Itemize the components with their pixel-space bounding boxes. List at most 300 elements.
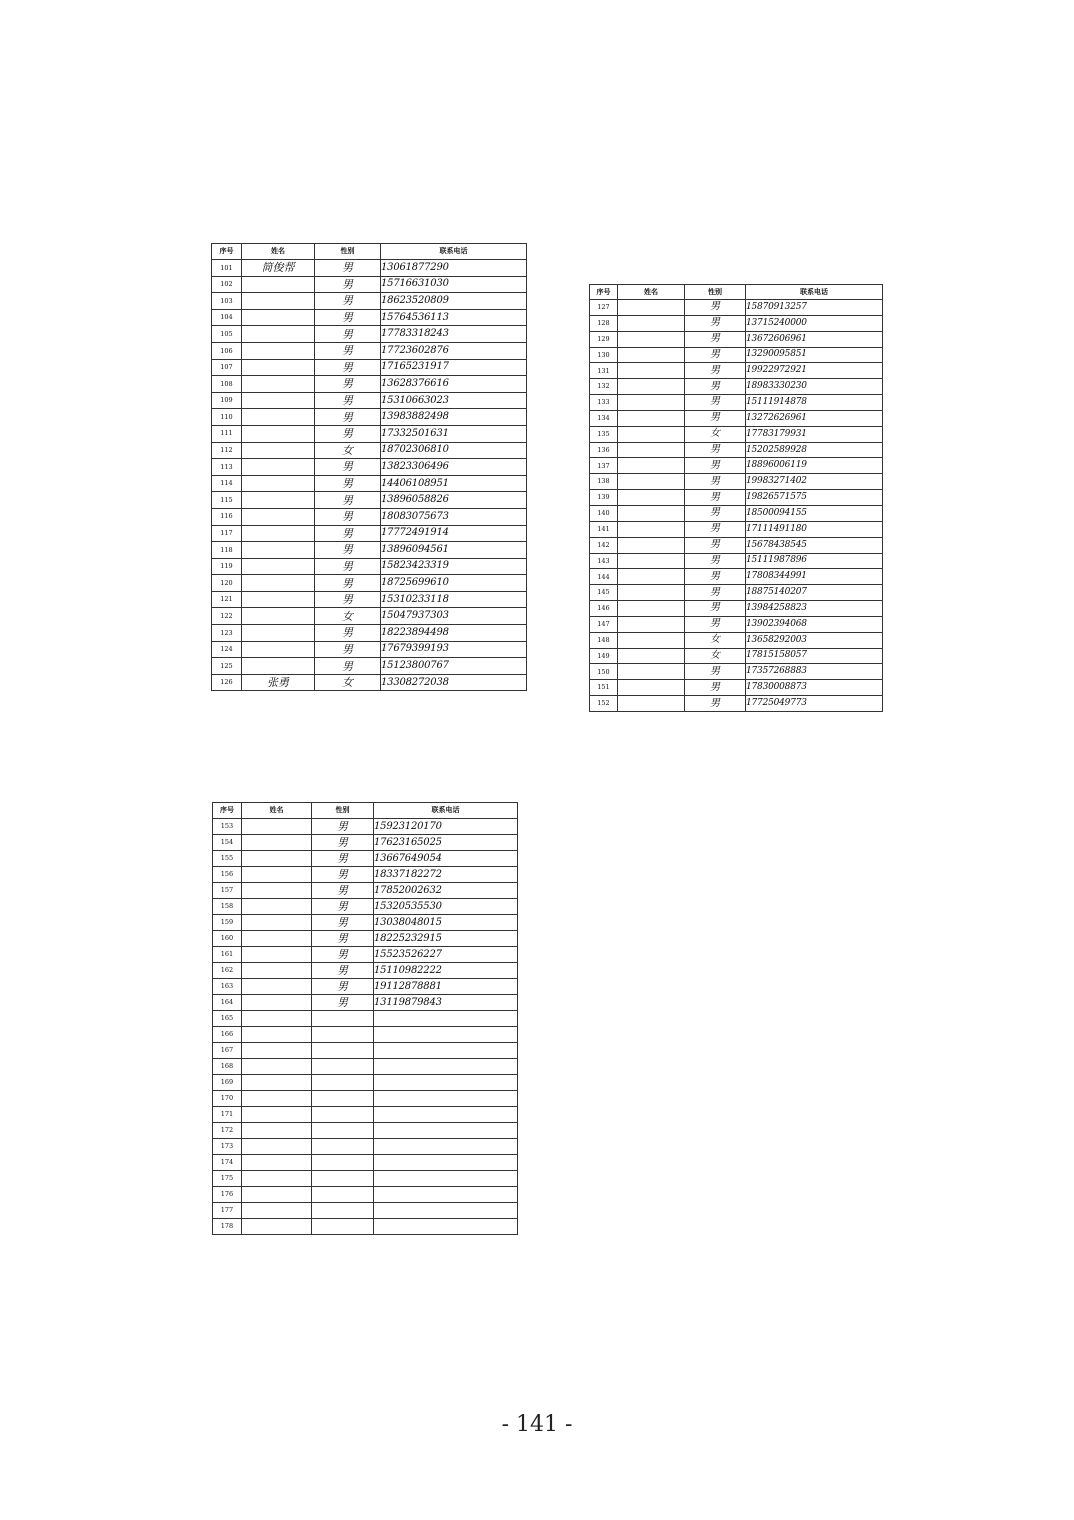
table-row xyxy=(213,1075,518,1091)
row-number: 103 xyxy=(212,293,242,310)
sex-cell: 男 xyxy=(685,395,746,411)
table-row xyxy=(212,342,527,359)
table-row xyxy=(213,963,518,979)
name-cell xyxy=(242,1139,312,1155)
sex-cell: 男 xyxy=(685,347,746,363)
sex-cell: 男 xyxy=(315,625,381,642)
sex-cell: 男 xyxy=(315,525,381,542)
sex-cell: 男 xyxy=(315,309,381,326)
phone-cell: 17815158057 xyxy=(746,648,883,664)
name-cell xyxy=(618,680,685,696)
phone-cell: 19922972921 xyxy=(746,363,883,379)
sex-cell: 男 xyxy=(315,641,381,658)
name-cell xyxy=(242,475,315,492)
table-row xyxy=(590,490,883,506)
name-cell xyxy=(242,276,315,293)
sex-cell: 男 xyxy=(312,899,374,915)
sex-cell: 男 xyxy=(315,591,381,608)
name-cell xyxy=(242,931,312,947)
table-row xyxy=(590,379,883,395)
sex-cell xyxy=(312,1187,374,1203)
phone-cell: 15764536113 xyxy=(381,309,527,326)
phone-cell: 15310233118 xyxy=(381,591,527,608)
row-number: 122 xyxy=(212,608,242,625)
sex-cell: 男 xyxy=(685,696,746,712)
sex-cell: 男 xyxy=(685,410,746,426)
row-number: 102 xyxy=(212,276,242,293)
name-cell xyxy=(242,608,315,625)
row-number: 121 xyxy=(212,591,242,608)
sex-cell xyxy=(312,1107,374,1123)
name-cell xyxy=(618,331,685,347)
header-sex: 性别 xyxy=(685,285,746,300)
sex-cell xyxy=(312,1219,374,1235)
row-number: 138 xyxy=(590,474,618,490)
table-row xyxy=(213,899,518,915)
row-number: 137 xyxy=(590,458,618,474)
table-row xyxy=(212,625,527,642)
table-row xyxy=(213,1171,518,1187)
row-number: 128 xyxy=(590,315,618,331)
row-number: 156 xyxy=(213,867,242,883)
table-row xyxy=(213,1187,518,1203)
phone-cell: 18983330230 xyxy=(746,379,883,395)
table-row xyxy=(213,851,518,867)
name-cell xyxy=(242,542,315,559)
sex-cell: 男 xyxy=(312,995,374,1011)
row-number: 169 xyxy=(213,1075,242,1091)
sex-cell: 男 xyxy=(315,293,381,310)
row-number: 114 xyxy=(212,475,242,492)
header-no: 序号 xyxy=(212,244,242,260)
table-row xyxy=(213,867,518,883)
phone-cell: 19112878881 xyxy=(374,979,518,995)
name-cell: 简俊帮 xyxy=(242,260,315,277)
phone-cell: 15110982222 xyxy=(374,963,518,979)
table-row xyxy=(212,326,527,343)
sex-cell: 女 xyxy=(685,632,746,648)
row-number: 129 xyxy=(590,331,618,347)
sex-cell: 男 xyxy=(685,680,746,696)
name-cell xyxy=(242,409,315,426)
sex-cell xyxy=(312,1011,374,1027)
phone-cell: 15047937303 xyxy=(381,608,527,625)
name-cell xyxy=(242,1043,312,1059)
phone-cell xyxy=(374,1027,518,1043)
phone-cell: 18083075673 xyxy=(381,508,527,525)
header-sex: 性别 xyxy=(312,803,374,819)
phone-cell: 18875140207 xyxy=(746,585,883,601)
phone-cell: 18702306810 xyxy=(381,442,527,459)
phone-cell: 17332501631 xyxy=(381,425,527,442)
phone-cell: 13667649054 xyxy=(374,851,518,867)
row-number: 139 xyxy=(590,490,618,506)
header-name: 姓名 xyxy=(618,285,685,300)
row-number: 120 xyxy=(212,575,242,592)
table-row xyxy=(590,553,883,569)
phone-cell: 17830008873 xyxy=(746,680,883,696)
row-number: 124 xyxy=(212,641,242,658)
phone-cell: 13902394068 xyxy=(746,616,883,632)
phone-cell: 17783318243 xyxy=(381,326,527,343)
row-number: 134 xyxy=(590,410,618,426)
sex-cell: 男 xyxy=(685,363,746,379)
table-row xyxy=(212,276,527,293)
table-row xyxy=(590,664,883,680)
sex-cell: 男 xyxy=(685,458,746,474)
sex-cell: 男 xyxy=(315,326,381,343)
sex-cell: 男 xyxy=(685,537,746,553)
sex-cell: 男 xyxy=(315,260,381,277)
row-number: 143 xyxy=(590,553,618,569)
sex-cell: 男 xyxy=(315,492,381,509)
sex-cell xyxy=(312,1043,374,1059)
table-row xyxy=(590,363,883,379)
sex-cell: 男 xyxy=(315,558,381,575)
header-no: 序号 xyxy=(213,803,242,819)
table-row xyxy=(212,542,527,559)
name-cell: 张勇 xyxy=(242,674,315,691)
phone-cell: 19826571575 xyxy=(746,490,883,506)
name-cell xyxy=(242,1075,312,1091)
name-cell xyxy=(242,309,315,326)
row-number: 140 xyxy=(590,505,618,521)
sex-cell: 男 xyxy=(312,867,374,883)
phone-cell xyxy=(374,1139,518,1155)
table-row xyxy=(213,1219,518,1235)
phone-cell: 13896058826 xyxy=(381,492,527,509)
phone-cell: 13984258823 xyxy=(746,601,883,617)
name-cell xyxy=(618,458,685,474)
row-number: 106 xyxy=(212,342,242,359)
sex-cell xyxy=(312,1027,374,1043)
phone-cell: 15111914878 xyxy=(746,395,883,411)
table-row xyxy=(213,835,518,851)
row-number: 146 xyxy=(590,601,618,617)
table-row xyxy=(212,674,527,691)
sex-cell: 男 xyxy=(312,883,374,899)
table-header-row xyxy=(590,285,883,300)
row-number: 174 xyxy=(213,1155,242,1171)
row-number: 104 xyxy=(212,309,242,326)
table-row xyxy=(213,1043,518,1059)
row-number: 149 xyxy=(590,648,618,664)
name-cell xyxy=(618,347,685,363)
sex-cell: 男 xyxy=(685,616,746,632)
row-number: 130 xyxy=(590,347,618,363)
row-number: 175 xyxy=(213,1171,242,1187)
header-phone: 联系电话 xyxy=(374,803,518,819)
table-row xyxy=(212,359,527,376)
name-cell xyxy=(242,575,315,592)
header-sex: 性别 xyxy=(315,244,381,260)
phone-cell xyxy=(374,1059,518,1075)
name-cell xyxy=(618,664,685,680)
row-number: 141 xyxy=(590,521,618,537)
sex-cell: 男 xyxy=(315,276,381,293)
phone-cell xyxy=(374,1219,518,1235)
sex-cell: 男 xyxy=(315,459,381,476)
table-row xyxy=(590,648,883,664)
name-cell xyxy=(242,995,312,1011)
sex-cell: 男 xyxy=(685,474,746,490)
phone-cell: 17623165025 xyxy=(374,835,518,851)
sex-cell: 男 xyxy=(685,490,746,506)
phone-cell: 15320535530 xyxy=(374,899,518,915)
table-row xyxy=(590,458,883,474)
name-cell xyxy=(618,553,685,569)
sex-cell: 男 xyxy=(312,835,374,851)
table-row xyxy=(212,525,527,542)
table-row xyxy=(213,1011,518,1027)
header-name: 姓名 xyxy=(242,803,312,819)
row-number: 118 xyxy=(212,542,242,559)
roster-table xyxy=(589,284,883,712)
row-number: 158 xyxy=(213,899,242,915)
sex-cell: 女 xyxy=(315,442,381,459)
sex-cell: 男 xyxy=(315,425,381,442)
name-cell xyxy=(242,1219,312,1235)
phone-cell: 15870913257 xyxy=(746,300,883,316)
table-row xyxy=(590,474,883,490)
name-cell xyxy=(618,696,685,712)
roster-sheet-153-178 xyxy=(212,802,518,1235)
name-cell xyxy=(242,641,315,658)
sex-cell: 男 xyxy=(312,947,374,963)
header-phone: 联系电话 xyxy=(746,285,883,300)
table-row xyxy=(212,260,527,277)
phone-cell: 17723602876 xyxy=(381,342,527,359)
sex-cell: 男 xyxy=(312,963,374,979)
name-cell xyxy=(242,1091,312,1107)
row-number: 144 xyxy=(590,569,618,585)
sex-cell: 男 xyxy=(315,376,381,393)
row-number: 142 xyxy=(590,537,618,553)
row-number: 127 xyxy=(590,300,618,316)
row-number: 123 xyxy=(212,625,242,642)
row-number: 166 xyxy=(213,1027,242,1043)
phone-cell: 18725699610 xyxy=(381,575,527,592)
phone-cell: 18623520809 xyxy=(381,293,527,310)
row-number: 132 xyxy=(590,379,618,395)
name-cell xyxy=(242,947,312,963)
row-number: 116 xyxy=(212,508,242,525)
phone-cell xyxy=(374,1075,518,1091)
row-number: 159 xyxy=(213,915,242,931)
row-number: 165 xyxy=(213,1011,242,1027)
name-cell xyxy=(242,1107,312,1123)
sex-cell: 男 xyxy=(685,315,746,331)
row-number: 101 xyxy=(212,260,242,277)
table-row xyxy=(213,1091,518,1107)
name-cell xyxy=(618,537,685,553)
name-cell xyxy=(618,585,685,601)
sex-cell: 男 xyxy=(312,851,374,867)
phone-cell xyxy=(374,1203,518,1219)
table-row xyxy=(590,410,883,426)
sex-cell: 女 xyxy=(685,648,746,664)
name-cell xyxy=(242,883,312,899)
phone-cell xyxy=(374,1043,518,1059)
name-cell xyxy=(242,625,315,642)
table-row xyxy=(590,347,883,363)
name-cell xyxy=(242,1123,312,1139)
phone-cell xyxy=(374,1123,518,1139)
name-cell xyxy=(242,851,312,867)
name-cell xyxy=(242,1187,312,1203)
table-row xyxy=(213,819,518,835)
sex-cell xyxy=(312,1059,374,1075)
table-row xyxy=(212,409,527,426)
phone-cell: 13119879843 xyxy=(374,995,518,1011)
name-cell xyxy=(242,376,315,393)
row-number: 133 xyxy=(590,395,618,411)
sex-cell: 男 xyxy=(685,664,746,680)
name-cell xyxy=(242,1155,312,1171)
row-number: 108 xyxy=(212,376,242,393)
phone-cell: 15123800767 xyxy=(381,658,527,675)
phone-cell: 18500094155 xyxy=(746,505,883,521)
row-number: 170 xyxy=(213,1091,242,1107)
row-number: 163 xyxy=(213,979,242,995)
sex-cell: 男 xyxy=(685,585,746,601)
name-cell xyxy=(618,505,685,521)
row-number: 161 xyxy=(213,947,242,963)
phone-cell: 17852002632 xyxy=(374,883,518,899)
table-row xyxy=(213,931,518,947)
phone-cell: 13715240000 xyxy=(746,315,883,331)
sex-cell: 男 xyxy=(315,359,381,376)
phone-cell xyxy=(374,1091,518,1107)
name-cell xyxy=(618,569,685,585)
row-number: 109 xyxy=(212,392,242,409)
phone-cell: 13628376616 xyxy=(381,376,527,393)
name-cell xyxy=(242,1171,312,1187)
table-row xyxy=(212,475,527,492)
table-header-row xyxy=(212,244,527,260)
sex-cell xyxy=(312,1203,374,1219)
table-row xyxy=(590,680,883,696)
row-number: 111 xyxy=(212,425,242,442)
sex-cell: 男 xyxy=(312,819,374,835)
sex-cell: 男 xyxy=(685,569,746,585)
name-cell xyxy=(242,867,312,883)
table-row xyxy=(590,521,883,537)
row-number: 105 xyxy=(212,326,242,343)
phone-cell: 15310663023 xyxy=(381,392,527,409)
header-phone: 联系电话 xyxy=(381,244,527,260)
name-cell xyxy=(618,395,685,411)
name-cell xyxy=(618,442,685,458)
table-header-row xyxy=(213,803,518,819)
row-number: 148 xyxy=(590,632,618,648)
table-row xyxy=(212,591,527,608)
row-number: 135 xyxy=(590,426,618,442)
sex-cell: 男 xyxy=(685,300,746,316)
row-number: 112 xyxy=(212,442,242,459)
name-cell xyxy=(242,591,315,608)
row-number: 152 xyxy=(590,696,618,712)
name-cell xyxy=(242,835,312,851)
table-row xyxy=(590,426,883,442)
table-row xyxy=(212,558,527,575)
sex-cell: 男 xyxy=(685,553,746,569)
header-name: 姓名 xyxy=(242,244,315,260)
row-number: 107 xyxy=(212,359,242,376)
phone-cell: 15823423319 xyxy=(381,558,527,575)
phone-cell: 13038048015 xyxy=(374,915,518,931)
phone-cell: 13672606961 xyxy=(746,331,883,347)
name-cell xyxy=(618,474,685,490)
name-cell xyxy=(618,426,685,442)
table-row xyxy=(212,641,527,658)
table-row xyxy=(212,442,527,459)
row-number: 157 xyxy=(213,883,242,899)
page-number: - 141 - xyxy=(501,1412,573,1437)
row-number: 126 xyxy=(212,674,242,691)
table-row xyxy=(212,293,527,310)
table-row xyxy=(212,309,527,326)
phone-cell xyxy=(374,1187,518,1203)
row-number: 131 xyxy=(590,363,618,379)
table-row xyxy=(212,425,527,442)
table-row xyxy=(213,1139,518,1155)
phone-cell: 18223894498 xyxy=(381,625,527,642)
name-cell xyxy=(242,658,315,675)
phone-cell: 15716631030 xyxy=(381,276,527,293)
row-number: 113 xyxy=(212,459,242,476)
phone-cell: 15202589928 xyxy=(746,442,883,458)
sex-cell: 男 xyxy=(315,475,381,492)
row-number: 167 xyxy=(213,1043,242,1059)
row-number: 176 xyxy=(213,1187,242,1203)
phone-cell: 15111987896 xyxy=(746,553,883,569)
row-number: 160 xyxy=(213,931,242,947)
roster-table xyxy=(212,802,518,1235)
name-cell xyxy=(242,963,312,979)
sex-cell: 男 xyxy=(685,442,746,458)
name-cell xyxy=(618,521,685,537)
name-cell xyxy=(242,1011,312,1027)
phone-cell: 18896006119 xyxy=(746,458,883,474)
name-cell xyxy=(242,459,315,476)
row-number: 172 xyxy=(213,1123,242,1139)
table-row xyxy=(212,392,527,409)
table-row xyxy=(213,883,518,899)
name-cell xyxy=(242,508,315,525)
sex-cell: 男 xyxy=(685,521,746,537)
table-row xyxy=(590,331,883,347)
row-number: 168 xyxy=(213,1059,242,1075)
table-row xyxy=(213,1203,518,1219)
row-number: 115 xyxy=(212,492,242,509)
table-row xyxy=(212,508,527,525)
name-cell xyxy=(242,1059,312,1075)
name-cell xyxy=(242,979,312,995)
name-cell xyxy=(242,899,312,915)
phone-cell: 13823306496 xyxy=(381,459,527,476)
name-cell xyxy=(618,648,685,664)
phone-cell: 14406108951 xyxy=(381,475,527,492)
table-row xyxy=(212,575,527,592)
table-row xyxy=(213,1155,518,1171)
table-row xyxy=(213,1107,518,1123)
table-row xyxy=(212,608,527,625)
name-cell xyxy=(618,315,685,331)
name-cell xyxy=(618,632,685,648)
name-cell xyxy=(242,558,315,575)
phone-cell xyxy=(374,1171,518,1187)
